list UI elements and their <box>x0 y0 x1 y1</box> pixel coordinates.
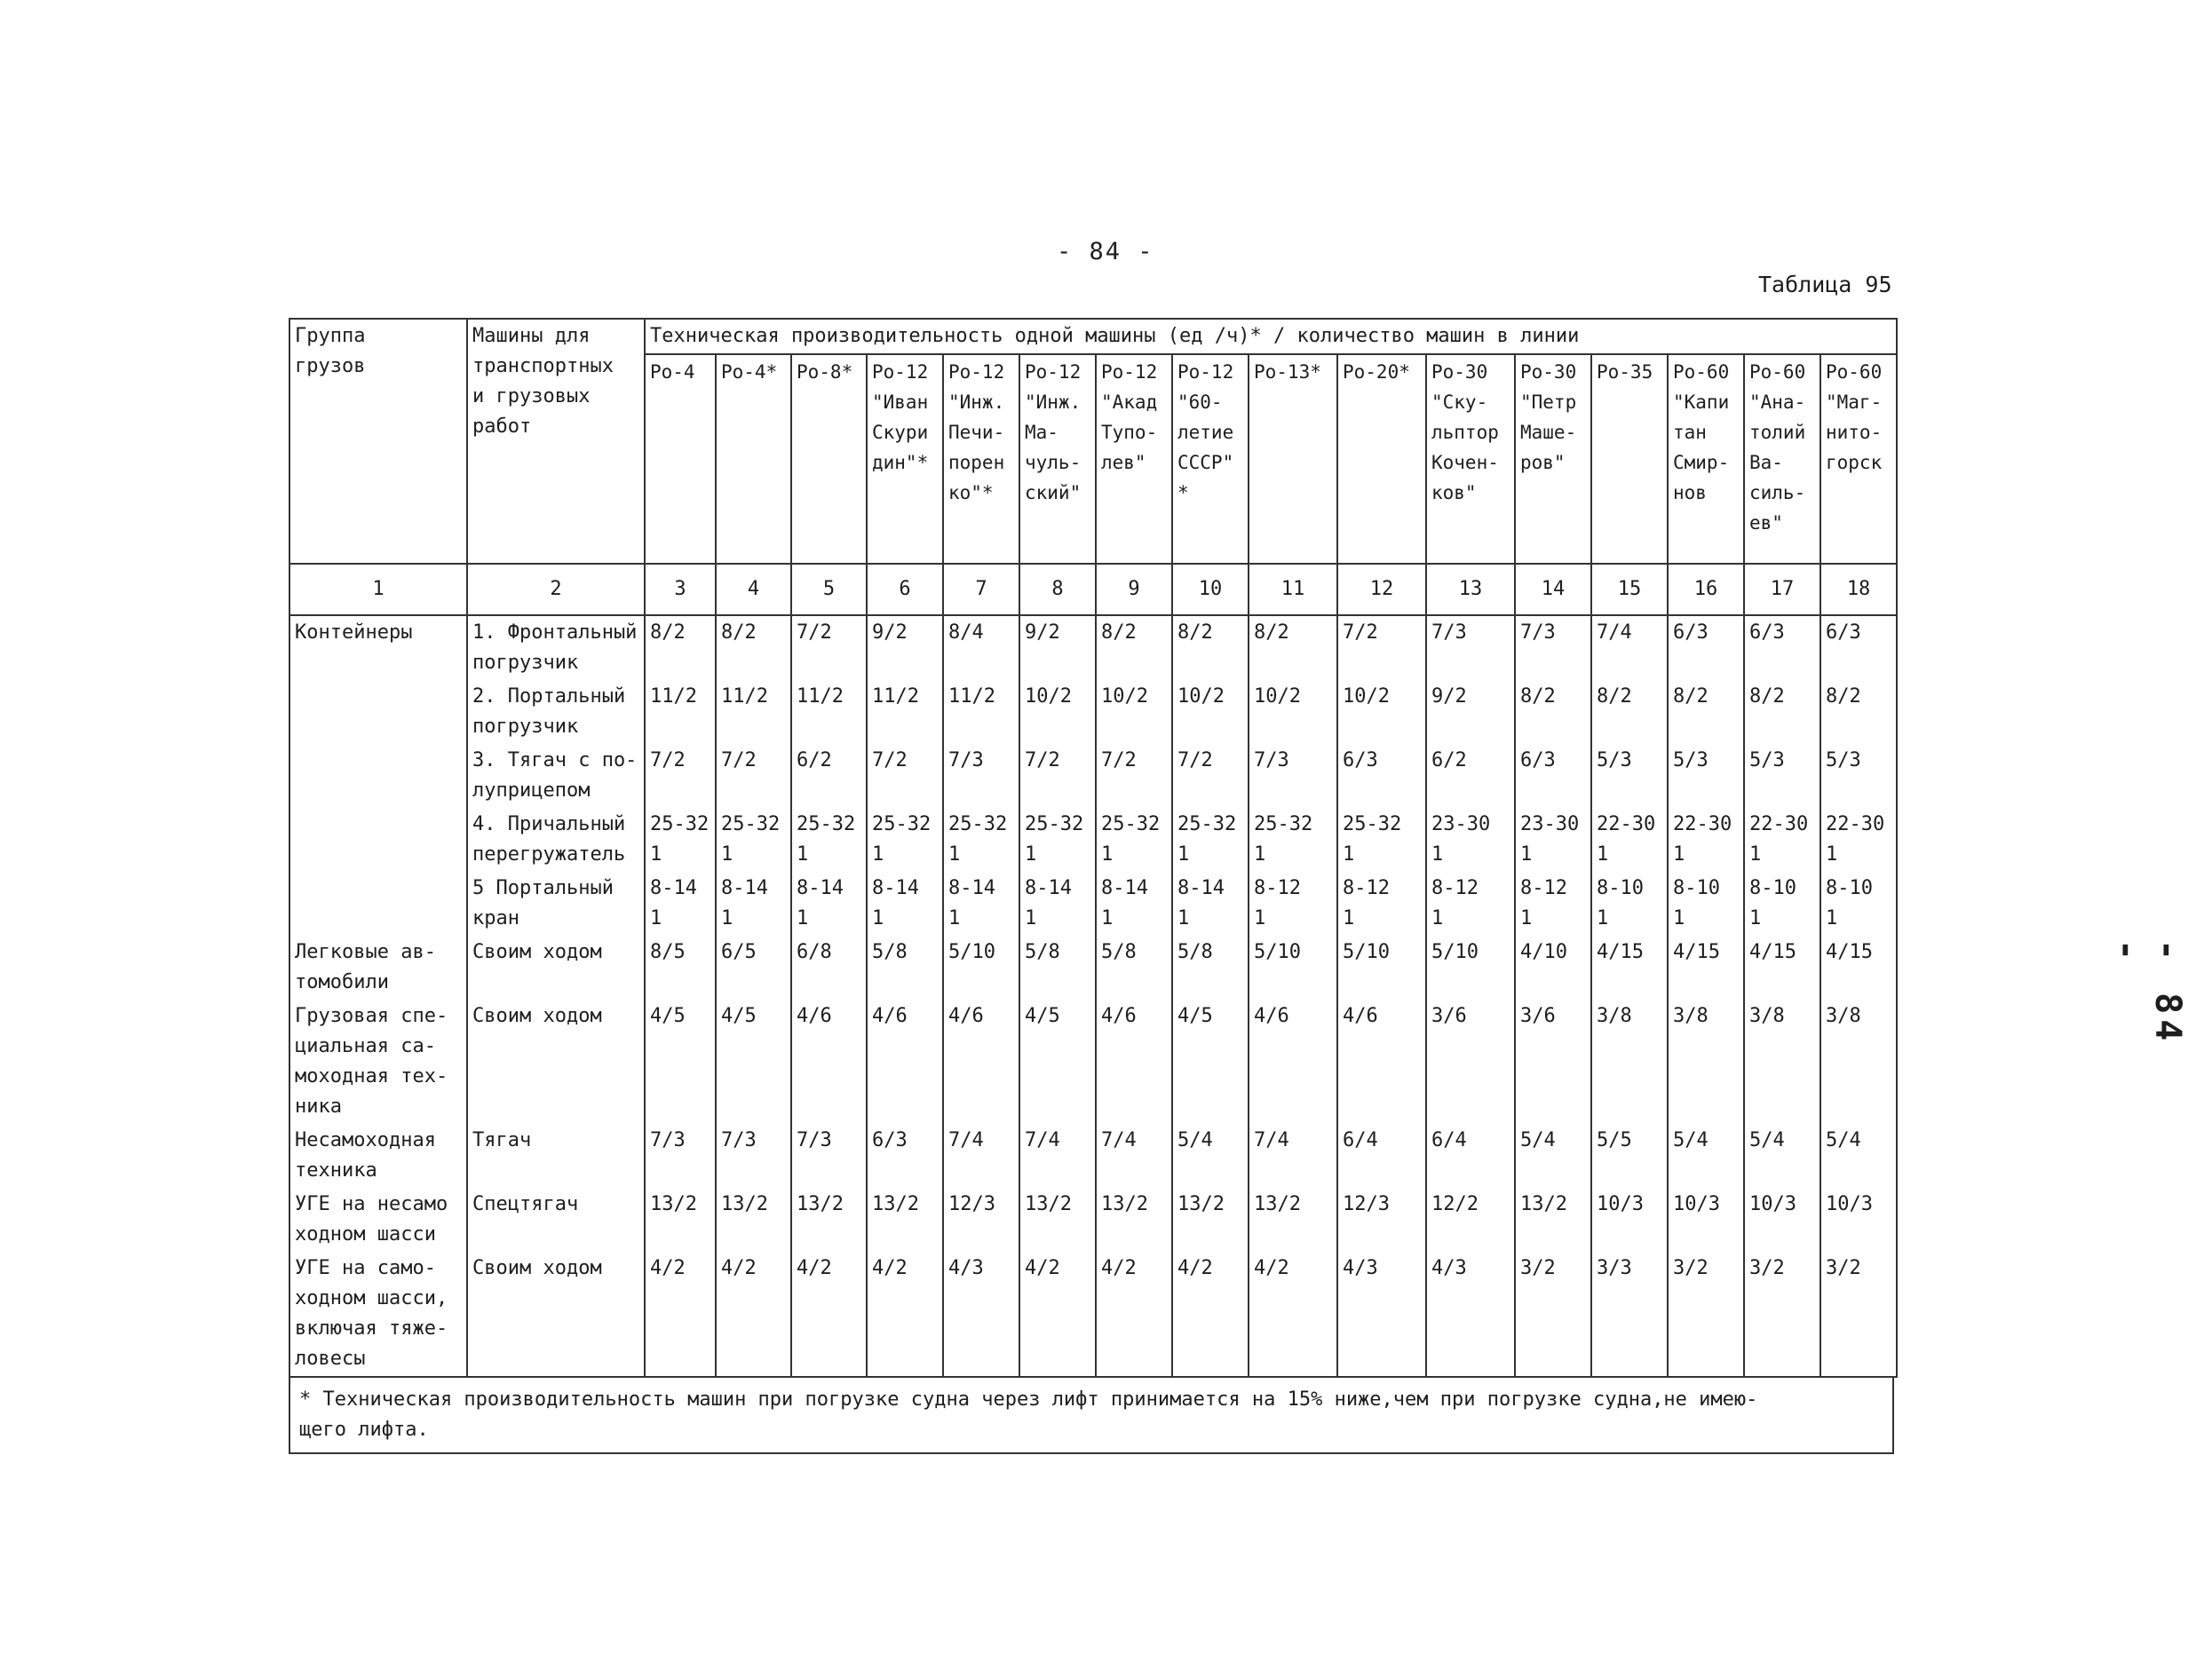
column-number-cell: 6 <box>867 564 943 615</box>
value-cell: 6/2 <box>1426 744 1515 808</box>
value-cell: 25-32 1 <box>1096 808 1172 872</box>
value-cell: 10/3 <box>1744 1188 1820 1252</box>
header-span: Техническая производительность одной машины (ед /ч)* / количество машин в линии <box>645 319 1897 354</box>
ship-header-cell: Ро-60 "Ана- толий Ва- силь- ев" <box>1744 354 1820 564</box>
value-cell: 3/8 <box>1591 1000 1668 1124</box>
value-cell: 5/3 <box>1744 744 1820 808</box>
data-table <box>289 318 1898 1378</box>
value-cell: 5/4 <box>1172 1124 1249 1188</box>
value-cell: 7/3 <box>645 1124 716 1188</box>
table-row <box>289 808 1897 872</box>
ship-header-cell: Ро-8* <box>791 354 867 564</box>
column-number-cell: 1 <box>289 564 467 615</box>
value-cell: 13/2 <box>1096 1188 1172 1252</box>
value-cell: 7/4 <box>1019 1124 1096 1188</box>
value-cell: 8/2 <box>1668 680 1744 744</box>
column-number-cell: 18 <box>1820 564 1897 615</box>
table-title: Таблица 95 <box>1758 272 1892 297</box>
row-machine-cell: Своим ходом <box>467 936 645 1000</box>
header-group: Группа грузов <box>289 319 467 564</box>
value-cell: 7/2 <box>1337 615 1426 680</box>
row-machine-cell: 1. Фронтальный погрузчик <box>467 615 645 680</box>
value-cell: 8-14 1 <box>716 872 791 936</box>
value-cell: 8/4 <box>943 615 1019 680</box>
value-cell: 9/2 <box>1019 615 1096 680</box>
value-cell: 8-14 1 <box>867 872 943 936</box>
value-cell: 4/6 <box>1249 1000 1337 1124</box>
value-cell: 22-30 1 <box>1820 808 1897 872</box>
ship-header-cell: Ро-30 "Петр Маше- ров" <box>1515 354 1591 564</box>
value-cell: 4/3 <box>943 1252 1019 1377</box>
value-cell: 7/2 <box>716 744 791 808</box>
table-row <box>289 936 1897 1000</box>
value-cell: 12/3 <box>943 1188 1019 1252</box>
value-cell: 4/2 <box>1019 1252 1096 1377</box>
value-cell: 13/2 <box>1172 1188 1249 1252</box>
value-cell: 4/6 <box>791 1000 867 1124</box>
column-number-cell: 17 <box>1744 564 1820 615</box>
value-cell: 10/2 <box>1096 680 1172 744</box>
value-cell: 7/3 <box>1249 744 1337 808</box>
value-cell: 10/3 <box>1591 1188 1668 1252</box>
row-machine-cell: 3. Тягач с по- луприцепом <box>467 744 645 808</box>
value-cell: 8-12 1 <box>1337 872 1426 936</box>
value-cell: 3/2 <box>1820 1252 1897 1377</box>
value-cell: 13/2 <box>1019 1188 1096 1252</box>
value-cell: 7/3 <box>791 1124 867 1188</box>
value-cell: 3/3 <box>1591 1252 1668 1377</box>
value-cell: 4/3 <box>1426 1252 1515 1377</box>
value-cell: 12/2 <box>1426 1188 1515 1252</box>
value-cell: 5/3 <box>1591 744 1668 808</box>
value-cell: 8-10 1 <box>1668 872 1744 936</box>
column-number-cell: 3 <box>645 564 716 615</box>
value-cell: 7/4 <box>1249 1124 1337 1188</box>
header-machines: Машины для транспортных и грузовых работ <box>467 319 645 564</box>
row-machine-cell: 2. Портальный погрузчик <box>467 680 645 744</box>
row-machine-cell: Тягач <box>467 1124 645 1188</box>
row-group-cell: УГЕ на само- ходном шасси, включая тяже- ловесы <box>289 1252 467 1377</box>
value-cell: 4/5 <box>1172 1000 1249 1124</box>
value-cell: 9/2 <box>867 615 943 680</box>
value-cell: 10/2 <box>1337 680 1426 744</box>
ship-header-cell: Ро-20* <box>1337 354 1426 564</box>
value-cell: 8-12 1 <box>1249 872 1337 936</box>
value-cell: 4/2 <box>716 1252 791 1377</box>
value-cell: 25-32 1 <box>1249 808 1337 872</box>
value-cell: 13/2 <box>1249 1188 1337 1252</box>
column-numbers-row <box>289 564 1897 615</box>
value-cell: 11/2 <box>943 680 1019 744</box>
row-group-cell <box>289 872 467 936</box>
column-number-cell: 16 <box>1668 564 1744 615</box>
value-cell: 4/2 <box>1096 1252 1172 1377</box>
value-cell: 3/8 <box>1668 1000 1744 1124</box>
value-cell: 8-12 1 <box>1515 872 1591 936</box>
row-machine-cell: Своим ходом <box>467 1000 645 1124</box>
value-cell: 13/2 <box>867 1188 943 1252</box>
value-cell: 8/2 <box>1172 615 1249 680</box>
value-cell: 8/2 <box>1744 680 1820 744</box>
row-group-cell: Грузовая спе- циальная са- моходная тех- ника <box>289 1000 467 1124</box>
column-number-cell: 2 <box>467 564 645 615</box>
value-cell: 25-32 1 <box>1172 808 1249 872</box>
column-number-cell: 5 <box>791 564 867 615</box>
value-cell: 3/6 <box>1426 1000 1515 1124</box>
value-cell: 4/5 <box>1019 1000 1096 1124</box>
value-cell: 7/2 <box>867 744 943 808</box>
column-number-cell: 15 <box>1591 564 1668 615</box>
value-cell: 4/2 <box>1249 1252 1337 1377</box>
value-cell: 22-30 1 <box>1668 808 1744 872</box>
value-cell: 11/2 <box>791 680 867 744</box>
column-number-cell: 10 <box>1172 564 1249 615</box>
value-cell: 13/2 <box>791 1188 867 1252</box>
column-number-cell: 13 <box>1426 564 1515 615</box>
value-cell: 10/2 <box>1019 680 1096 744</box>
row-machine-cell: 5 Портальный кран <box>467 872 645 936</box>
row-machine-cell: 4. Причальный перегружатель <box>467 808 645 872</box>
ship-header-cell: Ро-12 "60- летие СССР" * <box>1172 354 1249 564</box>
value-cell: 5/4 <box>1515 1124 1591 1188</box>
value-cell: 6/8 <box>791 936 867 1000</box>
value-cell: 13/2 <box>1515 1188 1591 1252</box>
value-cell: 10/3 <box>1668 1188 1744 1252</box>
value-cell: 23-30 1 <box>1515 808 1591 872</box>
value-cell: 6/3 <box>1820 615 1897 680</box>
value-cell: 6/2 <box>791 744 867 808</box>
value-cell: 13/2 <box>716 1188 791 1252</box>
value-cell: 8/2 <box>716 615 791 680</box>
value-cell: 5/10 <box>1249 936 1337 1000</box>
value-cell: 5/10 <box>1337 936 1426 1000</box>
value-cell: 25-32 1 <box>943 808 1019 872</box>
value-cell: 4/6 <box>1337 1000 1426 1124</box>
row-group-cell: Контейнеры <box>289 615 467 680</box>
value-cell: 8-14 1 <box>1172 872 1249 936</box>
value-cell: 6/3 <box>1515 744 1591 808</box>
value-cell: 4/2 <box>1172 1252 1249 1377</box>
value-cell: 3/8 <box>1820 1000 1897 1124</box>
value-cell: 3/2 <box>1668 1252 1744 1377</box>
value-cell: 8-14 1 <box>645 872 716 936</box>
value-cell: 6/3 <box>1337 744 1426 808</box>
value-cell: 8/2 <box>1249 615 1337 680</box>
value-cell: 5/4 <box>1820 1124 1897 1188</box>
column-number-cell: 7 <box>943 564 1019 615</box>
table-container <box>289 318 1896 1454</box>
table-row <box>289 744 1897 808</box>
value-cell: 11/2 <box>645 680 716 744</box>
value-cell: 4/15 <box>1668 936 1744 1000</box>
value-cell: 8/2 <box>1096 615 1172 680</box>
table-body <box>289 615 1897 1377</box>
table-row <box>289 1124 1897 1188</box>
table-row <box>289 680 1897 744</box>
value-cell: 4/6 <box>867 1000 943 1124</box>
ship-header-cell: Ро-35 <box>1591 354 1668 564</box>
value-cell: 6/5 <box>716 936 791 1000</box>
value-cell: 8/2 <box>645 615 716 680</box>
row-group-cell: УГЕ на несамо ходном шасси <box>289 1188 467 1252</box>
value-cell: 7/3 <box>1426 615 1515 680</box>
value-cell: 25-32 1 <box>1337 808 1426 872</box>
value-cell: 5/8 <box>1172 936 1249 1000</box>
column-number-cell: 11 <box>1249 564 1337 615</box>
row-group-cell: Легковые ав- томобили <box>289 936 467 1000</box>
value-cell: 10/2 <box>1172 680 1249 744</box>
value-cell: 8/5 <box>645 936 716 1000</box>
column-number-cell: 14 <box>1515 564 1591 615</box>
value-cell: 6/4 <box>1337 1124 1426 1188</box>
table-row <box>289 1000 1897 1124</box>
value-cell: 4/2 <box>867 1252 943 1377</box>
value-cell: 8-10 1 <box>1744 872 1820 936</box>
value-cell: 8-12 1 <box>1426 872 1515 936</box>
value-cell: 25-32 1 <box>1019 808 1096 872</box>
ship-header-cell: Ро-12 "Иван Скури дин"* <box>867 354 943 564</box>
table-row <box>289 1252 1897 1377</box>
value-cell: 23-30 1 <box>1426 808 1515 872</box>
value-cell: 4/6 <box>1096 1000 1172 1124</box>
value-cell: 10/3 <box>1820 1188 1897 1252</box>
value-cell: 4/5 <box>716 1000 791 1124</box>
value-cell: 8-10 1 <box>1820 872 1897 936</box>
value-cell: 5/8 <box>867 936 943 1000</box>
row-machine-cell: Своим ходом <box>467 1252 645 1377</box>
ship-header-cell: Ро-60 "Маг- нито- горск <box>1820 354 1897 564</box>
column-number-cell: 9 <box>1096 564 1172 615</box>
value-cell: 25-32 1 <box>867 808 943 872</box>
column-number-cell: 12 <box>1337 564 1426 615</box>
table-row <box>289 1188 1897 1252</box>
value-cell: 4/15 <box>1820 936 1897 1000</box>
ship-header-cell: Ро-12 "Акад Тупо- лев" <box>1096 354 1172 564</box>
value-cell: 25-32 1 <box>716 808 791 872</box>
value-cell: 22-30 1 <box>1744 808 1820 872</box>
value-cell: 3/6 <box>1515 1000 1591 1124</box>
row-machine-cell: Спецтягач <box>467 1188 645 1252</box>
column-number-cell: 8 <box>1019 564 1096 615</box>
value-cell: 6/4 <box>1426 1124 1515 1188</box>
value-cell: 25-32 1 <box>791 808 867 872</box>
value-cell: 5/4 <box>1668 1124 1744 1188</box>
value-cell: 8-14 1 <box>1096 872 1172 936</box>
value-cell: 8-10 1 <box>1591 872 1668 936</box>
ship-header-cell: Ро-13* <box>1249 354 1337 564</box>
value-cell: 7/4 <box>1096 1124 1172 1188</box>
footnote: * Техническая производительность машин при погрузке судна через лифт принимается на 15% ниже,чем при погрузке судна,не имею- щего лифта. <box>289 1378 1894 1454</box>
value-cell: 7/4 <box>1591 615 1668 680</box>
side-page-number: - 84 - <box>2106 939 2188 1047</box>
value-cell: 22-30 1 <box>1591 808 1668 872</box>
value-cell: 6/3 <box>1744 615 1820 680</box>
value-cell: 8-14 1 <box>943 872 1019 936</box>
value-cell: 25-32 1 <box>645 808 716 872</box>
value-cell: 8-14 1 <box>791 872 867 936</box>
value-cell: 8/2 <box>1820 680 1897 744</box>
value-cell: 4/6 <box>943 1000 1019 1124</box>
value-cell: 7/3 <box>1515 615 1591 680</box>
value-cell: 5/3 <box>1820 744 1897 808</box>
value-cell: 8/2 <box>1515 680 1591 744</box>
value-cell: 6/3 <box>1668 615 1744 680</box>
value-cell: 5/10 <box>943 936 1019 1000</box>
value-cell: 3/2 <box>1515 1252 1591 1377</box>
value-cell: 11/2 <box>867 680 943 744</box>
value-cell: 10/2 <box>1249 680 1337 744</box>
ship-header-cell: Ро-4* <box>716 354 791 564</box>
value-cell: 7/2 <box>645 744 716 808</box>
value-cell: 5/8 <box>1096 936 1172 1000</box>
ship-header-cell: Ро-60 "Капи тан Смир- нов <box>1668 354 1744 564</box>
value-cell: 4/2 <box>791 1252 867 1377</box>
value-cell: 11/2 <box>716 680 791 744</box>
page-number: - 84 - <box>1057 238 1154 265</box>
column-number-cell: 4 <box>716 564 791 615</box>
value-cell: 7/2 <box>791 615 867 680</box>
row-group-cell <box>289 808 467 872</box>
value-cell: 5/8 <box>1019 936 1096 1000</box>
value-cell: 7/4 <box>943 1124 1019 1188</box>
value-cell: 8-14 1 <box>1019 872 1096 936</box>
value-cell: 6/3 <box>867 1124 943 1188</box>
value-cell: 4/15 <box>1744 936 1820 1000</box>
value-cell: 5/5 <box>1591 1124 1668 1188</box>
value-cell: 3/8 <box>1744 1000 1820 1124</box>
value-cell: 4/2 <box>645 1252 716 1377</box>
value-cell: 8/2 <box>1591 680 1668 744</box>
value-cell: 3/2 <box>1744 1252 1820 1377</box>
ship-header-cell: Ро-12 "Инж. Ма- чуль- ский" <box>1019 354 1096 564</box>
value-cell: 7/2 <box>1096 744 1172 808</box>
value-cell: 7/3 <box>716 1124 791 1188</box>
ship-header-cell: Ро-12 "Инж. Печи- порен ко"* <box>943 354 1019 564</box>
value-cell: 5/4 <box>1744 1124 1820 1188</box>
row-group-cell <box>289 744 467 808</box>
value-cell: 4/10 <box>1515 936 1591 1000</box>
value-cell: 7/3 <box>943 744 1019 808</box>
value-cell: 4/5 <box>645 1000 716 1124</box>
value-cell: 4/3 <box>1337 1252 1426 1377</box>
value-cell: 5/10 <box>1426 936 1515 1000</box>
row-group-cell <box>289 680 467 744</box>
value-cell: 5/3 <box>1668 744 1744 808</box>
ship-header-cell: Ро-30 "Ску- льптор Кочен- ков" <box>1426 354 1515 564</box>
table-row <box>289 872 1897 936</box>
value-cell: 13/2 <box>645 1188 716 1252</box>
value-cell: 4/15 <box>1591 936 1668 1000</box>
row-group-cell: Несамоходная техника <box>289 1124 467 1188</box>
value-cell: 9/2 <box>1426 680 1515 744</box>
ship-header-cell: Ро-4 <box>645 354 716 564</box>
value-cell: 7/2 <box>1172 744 1249 808</box>
value-cell: 12/3 <box>1337 1188 1426 1252</box>
table-row <box>289 615 1897 680</box>
value-cell: 7/2 <box>1019 744 1096 808</box>
